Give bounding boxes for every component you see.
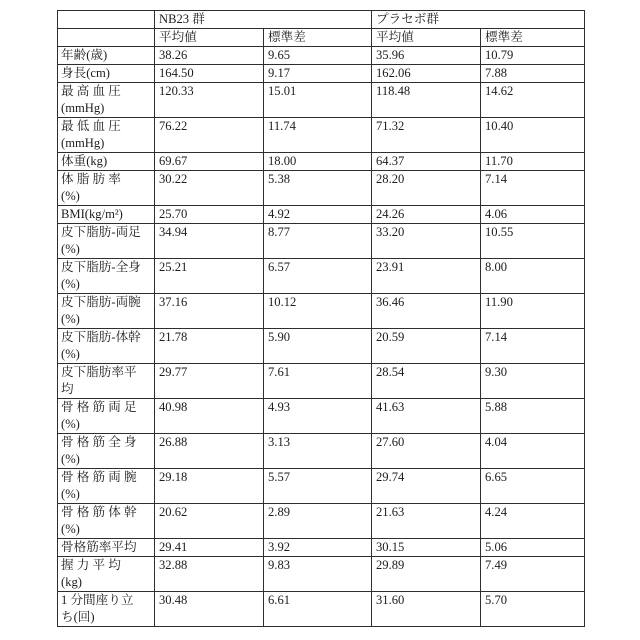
table-row [58, 469, 585, 504]
value-cell: 9.17 [264, 65, 372, 83]
row-label: 年齢(歳) [58, 47, 155, 65]
table-row [58, 557, 585, 592]
value-cell: 40.98 [155, 399, 264, 434]
value-cell: 30.22 [155, 171, 264, 206]
value-cell: 30.48 [155, 592, 264, 627]
value-cell: 8.00 [481, 259, 585, 294]
value-cell: 11.74 [264, 118, 372, 153]
table-row [58, 434, 585, 469]
value-cell: 7.49 [481, 557, 585, 592]
value-cell: 5.06 [481, 539, 585, 557]
value-cell: 31.60 [372, 592, 481, 627]
value-cell: 2.89 [264, 504, 372, 539]
value-cell: 25.70 [155, 206, 264, 224]
value-cell: 30.15 [372, 539, 481, 557]
row-label: 骨格筋率平均 [58, 539, 155, 557]
row-label: 皮下脂肪-全身 (%) [58, 259, 155, 294]
value-cell: 26.88 [155, 434, 264, 469]
value-cell: 9.30 [481, 364, 585, 399]
value-cell: 9.83 [264, 557, 372, 592]
value-cell: 28.20 [372, 171, 481, 206]
row-label: 体 脂 肪 率 (%) [58, 171, 155, 206]
table-row [58, 171, 585, 206]
stat-header-sd: 標準差 [264, 29, 372, 47]
row-label: 最 高 血 圧 (mmHg) [58, 83, 155, 118]
row-label: 最 低 血 圧 (mmHg) [58, 118, 155, 153]
value-cell: 33.20 [372, 224, 481, 259]
value-cell: 38.26 [155, 47, 264, 65]
stat-header-sd: 標準差 [481, 29, 585, 47]
value-cell: 64.37 [372, 153, 481, 171]
value-cell: 8.77 [264, 224, 372, 259]
row-label: 皮下脂肪率平 均 [58, 364, 155, 399]
group-header-row [58, 11, 585, 29]
value-cell: 41.63 [372, 399, 481, 434]
value-cell: 28.54 [372, 364, 481, 399]
value-cell: 20.59 [372, 329, 481, 364]
table-row [58, 47, 585, 65]
value-cell: 120.33 [155, 83, 264, 118]
row-label: 骨 格 筋 全 身 (%) [58, 434, 155, 469]
table-row [58, 294, 585, 329]
value-cell: 76.22 [155, 118, 264, 153]
value-cell: 7.61 [264, 364, 372, 399]
row-label: 1 分間座り立 ち(回) [58, 592, 155, 627]
value-cell: 24.26 [372, 206, 481, 224]
value-cell: 37.16 [155, 294, 264, 329]
value-cell: 18.00 [264, 153, 372, 171]
value-cell: 21.63 [372, 504, 481, 539]
row-label: 骨 格 筋 体 幹 (%) [58, 504, 155, 539]
value-cell: 4.06 [481, 206, 585, 224]
value-cell: 4.04 [481, 434, 585, 469]
value-cell: 21.78 [155, 329, 264, 364]
value-cell: 118.48 [372, 83, 481, 118]
value-cell: 164.50 [155, 65, 264, 83]
table-row [58, 364, 585, 399]
value-cell: 69.67 [155, 153, 264, 171]
row-label: 体重(kg) [58, 153, 155, 171]
table-row [58, 118, 585, 153]
value-cell: 7.88 [481, 65, 585, 83]
table-row [58, 224, 585, 259]
value-cell: 10.12 [264, 294, 372, 329]
value-cell: 29.77 [155, 364, 264, 399]
value-cell: 7.14 [481, 329, 585, 364]
table-row [58, 65, 585, 83]
value-cell: 3.92 [264, 539, 372, 557]
row-label: BMI(kg/m²) [58, 206, 155, 224]
row-label: 皮下脂肪-体幹 (%) [58, 329, 155, 364]
value-cell: 34.94 [155, 224, 264, 259]
value-cell: 162.06 [372, 65, 481, 83]
value-cell: 32.88 [155, 557, 264, 592]
value-cell: 6.65 [481, 469, 585, 504]
value-cell: 5.88 [481, 399, 585, 434]
table-row [58, 592, 585, 627]
row-label: 皮下脂肪-両腕 (%) [58, 294, 155, 329]
value-cell: 14.62 [481, 83, 585, 118]
value-cell: 29.41 [155, 539, 264, 557]
table-row [58, 153, 585, 171]
value-cell: 5.70 [481, 592, 585, 627]
row-label: 握 力 平 均 (kg) [58, 557, 155, 592]
value-cell: 11.70 [481, 153, 585, 171]
value-cell: 4.24 [481, 504, 585, 539]
value-cell: 10.40 [481, 118, 585, 153]
value-cell: 11.90 [481, 294, 585, 329]
value-cell: 3.13 [264, 434, 372, 469]
value-cell: 5.90 [264, 329, 372, 364]
value-cell: 36.46 [372, 294, 481, 329]
value-cell: 10.79 [481, 47, 585, 65]
value-cell: 29.74 [372, 469, 481, 504]
stat-header-mean: 平均値 [372, 29, 481, 47]
value-cell: 5.57 [264, 469, 372, 504]
table-row [58, 539, 585, 557]
table-row [58, 329, 585, 364]
stat-header-mean: 平均値 [155, 29, 264, 47]
table-row [58, 399, 585, 434]
value-cell: 6.61 [264, 592, 372, 627]
value-cell: 9.65 [264, 47, 372, 65]
value-cell: 7.14 [481, 171, 585, 206]
value-cell: 23.91 [372, 259, 481, 294]
value-cell: 71.32 [372, 118, 481, 153]
value-cell: 15.01 [264, 83, 372, 118]
group-header-nb23: NB23 群 [155, 11, 372, 29]
value-cell: 29.89 [372, 557, 481, 592]
row-label: 骨 格 筋 両 足 (%) [58, 399, 155, 434]
stat-header-row [58, 29, 585, 47]
table-row [58, 206, 585, 224]
row-label: 骨 格 筋 両 腕 (%) [58, 469, 155, 504]
measurement-table [57, 10, 585, 627]
value-cell: 25.21 [155, 259, 264, 294]
value-cell: 5.38 [264, 171, 372, 206]
table-row [58, 83, 585, 118]
corner-cell [58, 11, 155, 29]
value-cell: 35.96 [372, 47, 481, 65]
table-row [58, 259, 585, 294]
corner-cell [58, 29, 155, 47]
row-label: 皮下脂肪-両足 (%) [58, 224, 155, 259]
row-label: 身長(cm) [58, 65, 155, 83]
value-cell: 20.62 [155, 504, 264, 539]
group-header-placebo: プラセボ群 [372, 11, 585, 29]
value-cell: 4.93 [264, 399, 372, 434]
value-cell: 27.60 [372, 434, 481, 469]
value-cell: 4.92 [264, 206, 372, 224]
value-cell: 10.55 [481, 224, 585, 259]
value-cell: 6.57 [264, 259, 372, 294]
table-row [58, 504, 585, 539]
value-cell: 29.18 [155, 469, 264, 504]
